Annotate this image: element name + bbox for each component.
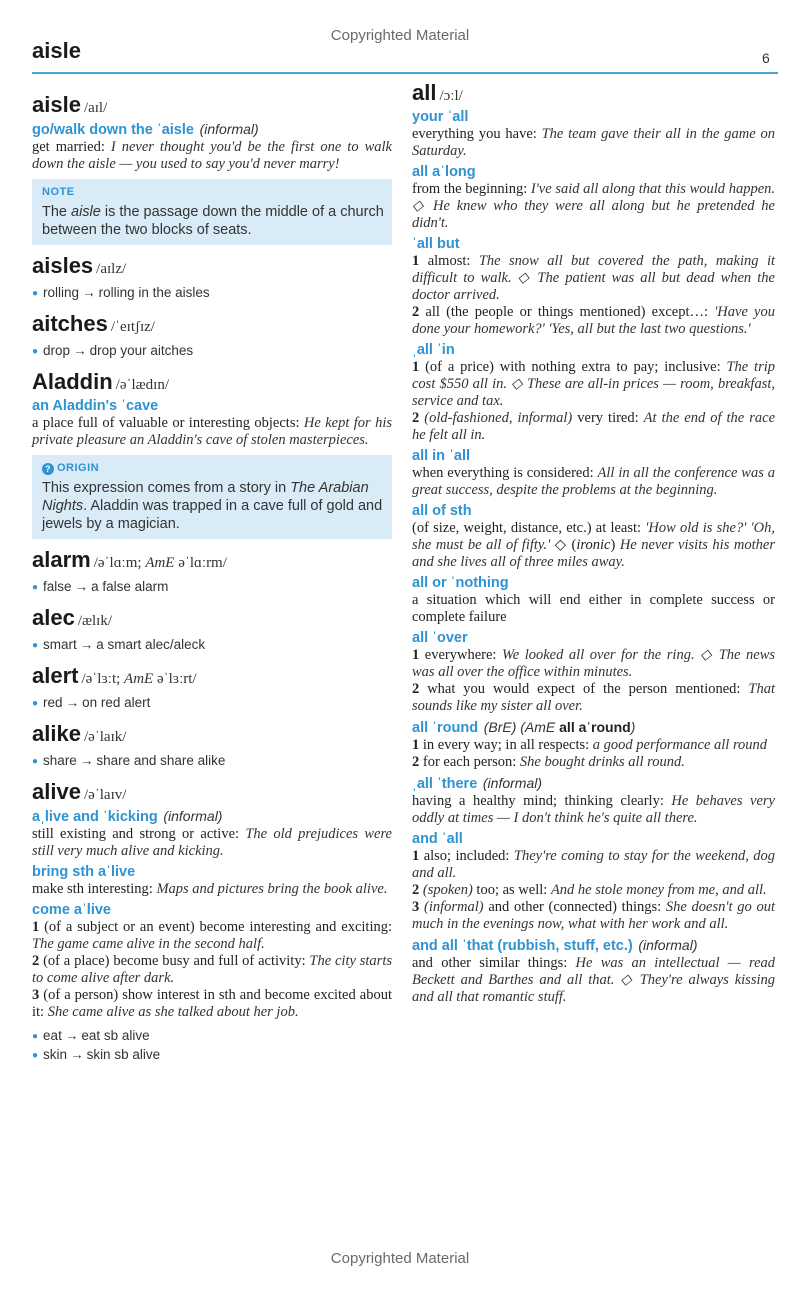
sense-2: 2 (old-fashioned, informal) very tired: At the end of the race he felt all in. (412, 410, 776, 443)
cross-reference: ● smart → a smart alec/aleck (32, 637, 206, 652)
question-icon: ? (42, 463, 54, 475)
cross-reference: ● false → a false alarm (32, 579, 169, 594)
entry-alarm (32, 547, 392, 597)
entry-aitches (32, 311, 392, 361)
cross-reference: ● rolling → rolling in the aisles (32, 285, 210, 300)
idiom-phrase: your ˈall (412, 109, 469, 125)
definition: from the beginning: I've said all along that this would happen. ◇ He knew who they were all along but he pretended he didn't. (412, 181, 776, 231)
pronunciation: /aɪl/ (83, 100, 108, 116)
definition: still existing and strong or active: The old prejudices were still very much alive and kicking. (32, 826, 392, 859)
sense-1: 1 also; included: They're coming to stay for the weekend, dog and all. (412, 848, 776, 881)
definition: a situation which will end either in complete success or complete failure (412, 592, 775, 625)
origin-box (32, 455, 392, 539)
sense-2: 2 (of a place) become busy and full of activity: The city starts to come alive after dark. (32, 953, 392, 986)
idiom-phrase: an Aladdin's ˈcave (32, 398, 159, 414)
headword: alec (32, 605, 75, 630)
idiom-phrase: ˌall ˈin (412, 342, 455, 358)
note-heading: NOTE (42, 186, 75, 198)
entry-alert (32, 663, 392, 713)
cross-reference: ● eat → eat sb alive ● skin → skin sb alive (32, 1028, 161, 1062)
headword: alike (32, 721, 81, 746)
idiom-phrase: ˈall but (412, 236, 460, 252)
arrow-icon: → (64, 1028, 79, 1043)
bullet-icon: ● (32, 1050, 39, 1061)
arrow-icon: → (74, 579, 89, 594)
pronunciation: /əˈlaɪk/ (83, 729, 127, 745)
idiom-phrase: all in ˈall (412, 448, 471, 464)
sense-1: 1 (of a subject or an event) become interesting and exciting: The game came alive in the second half. (32, 919, 393, 952)
origin-heading: ? ORIGIN (42, 459, 384, 477)
note-box (32, 179, 392, 245)
arrow-icon: → (82, 285, 96, 300)
running-head: aisle (32, 38, 81, 63)
usage-label: (informal) (482, 775, 543, 791)
idiom-phrase: and ˈall (412, 831, 463, 847)
usage-label: (informal) (199, 121, 259, 137)
arrow-icon: → (79, 637, 94, 652)
idiom-phrase: ˌall ˈthere (412, 776, 478, 792)
bullet-icon: ● (32, 582, 39, 593)
sense-3: 3 (of a person) show interest in sth and become excited about it: She came alive as she talked about her job. (32, 987, 392, 1020)
idiom-phrase: bring sth aˈlive (32, 864, 136, 880)
headword: aitches (32, 311, 108, 336)
sense-2: 2 all (the people or things mentioned) except…: 'Have you done your homework?' 'Yes, all but the last two questions.' (412, 304, 775, 337)
header-rule (32, 72, 778, 74)
cross-reference: ● drop → drop your aitches (32, 343, 194, 358)
pronunciation: /aɪlz/ (96, 261, 127, 277)
idiom-phrase: go/walk down the ˈaisle (32, 122, 194, 138)
example: I never thought you'd be the first one to walk down the aisle — you used to say you'd never marry! (32, 139, 392, 172)
sense-3: 3 (informal) and other (connected) things: She doesn't go out much in the evenings now, what with her work and all. (412, 899, 776, 932)
idiom-phrase: all or ˈnothing (412, 575, 509, 591)
usage-label: (BrE) (AmE all aˈround) (483, 719, 636, 735)
pronunciation: /ælɪk/ (77, 613, 113, 629)
definition: having a healthy mind; thinking clearly: He behaves very oddly at times — I don't think he's quite all there. (412, 793, 775, 826)
definition: everything you have: The team gave their all in the game on Saturday. (412, 126, 775, 159)
example: He kept for his private pleasure an Aladdin's cave of stolen masterpieces. (32, 415, 392, 448)
bullet-icon: ● (32, 698, 39, 709)
entry-alec (32, 605, 392, 655)
example: Maps and pictures bring the book alive. (156, 881, 388, 897)
sense-2: 2 for each person: She bought drinks all round. (412, 754, 685, 770)
pronunciation: /ˈeɪtʃɪz/ (110, 319, 155, 335)
arrow-icon: → (70, 1047, 84, 1062)
headword: alert (32, 663, 79, 688)
pronunciation: /əˈlɜːt; AmE əˈlɜːrt/ (81, 671, 197, 687)
page-number: 6 (762, 50, 770, 66)
definition: when everything is considered: All in all the conference was a great success, despite the problems at the beginning. (412, 465, 775, 498)
definition: (of size, weight, distance, etc.) at least: 'How old is she?' 'Oh, she must be all of fifty.' ◇ (ironic) He never visits his mother and she lives all of three miles away. (412, 520, 775, 570)
left-column (32, 84, 392, 1065)
right-column (412, 80, 776, 1006)
idiom-phrase: all ˈround (412, 720, 479, 736)
pronunciation: /əˈlaɪv/ (83, 787, 127, 803)
idiom-phrase: aˌlive and ˈkicking (32, 809, 158, 825)
note-text: The aisle is the passage down the middle of a church between the two blocks of seats. (42, 204, 384, 238)
cross-reference: ● share → share and share alike (32, 753, 226, 768)
definition: and other similar things: He was an intellectual — read Beckett and Barthes and all that. ◇ They're always kissing and all that romantic stuff. (412, 955, 775, 1005)
sense-2: 2 what you would expect of the person mentioned: That sounds like my sister all over. (412, 681, 775, 714)
idiom-phrase: come aˈlive (32, 902, 111, 918)
bullet-icon: ● (32, 346, 39, 357)
example: The old prejudices were still very much alive and kicking. (32, 826, 392, 859)
idiom-phrase: and all ˈthat (rubbish, stuff, etc.) (412, 938, 633, 954)
cross-reference: ● red → on red alert (32, 695, 151, 710)
arrow-icon: → (79, 753, 94, 768)
bullet-icon: ● (32, 1031, 39, 1042)
pronunciation: /əˈlædɪn/ (115, 377, 169, 393)
idiom-phrase: all ˈover (412, 630, 468, 646)
headword: aisles (32, 253, 94, 278)
idiom-phrase: all of sth (412, 503, 472, 519)
pronunciation: /ɔːl/ (439, 88, 463, 104)
entry-aisle (32, 92, 392, 245)
definition: make sth interesting: Maps and pictures bring the book alive. (32, 881, 388, 897)
sense-1: 1 (of a price) with nothing extra to pay; inclusive: The trip cost $550 all in. ◇ These are all-in prices — room, breakfast, service and tax. (412, 359, 776, 409)
usage-label: (informal) (163, 808, 223, 824)
arrow-icon: → (73, 343, 87, 358)
origin-text: This expression comes from a story in The Arabian Nights. Aladdin was trapped in a cave full of gold and jewels by a magician. (42, 480, 383, 532)
entry-alive (32, 779, 393, 1065)
headword: all (412, 80, 437, 105)
headword: Aladdin (32, 369, 113, 394)
sense-1: 1 almost: The snow all but covered the path, making it difficult to walk. ◇ The patient was all but dead when the doctor arrived. (412, 253, 776, 303)
arrow-icon: → (65, 695, 80, 710)
entry-aladdin (32, 369, 392, 539)
bullet-icon: ● (32, 640, 39, 651)
headword: alive (32, 779, 81, 804)
bullet-icon: ● (32, 756, 39, 767)
sense-2: 2 (spoken) too; as well: And he stole money from me, and all. (412, 882, 767, 898)
copyright-notice-top: Copyrighted Material (330, 27, 470, 44)
bullet-icon: ● (32, 288, 39, 299)
definition: a place full of valuable or interesting objects: He kept for his private pleasure an Aladdin's cave of stolen masterpieces. (32, 415, 392, 448)
sense-1: 1 everywhere: We looked all over for the ring. ◇ The news was all over the office within minutes. (412, 647, 776, 680)
entry-aisles (32, 253, 392, 303)
pronunciation: /əˈlɑːm; AmE əˈlɑːrm/ (93, 555, 227, 571)
idiom-phrase: all aˈlong (412, 164, 476, 180)
sense-1: 1 in every way; in all respects: a good performance all round (412, 737, 768, 753)
entry-alike (32, 721, 392, 771)
headword: alarm (32, 547, 91, 572)
usage-label: (informal) (638, 937, 698, 953)
headword: aisle (32, 92, 81, 117)
definition: get married: I never thought you'd be the first one to walk down the aisle — you used to say you'd never marry! (32, 139, 392, 172)
copyright-notice-bottom: Copyrighted Material (330, 1250, 470, 1267)
